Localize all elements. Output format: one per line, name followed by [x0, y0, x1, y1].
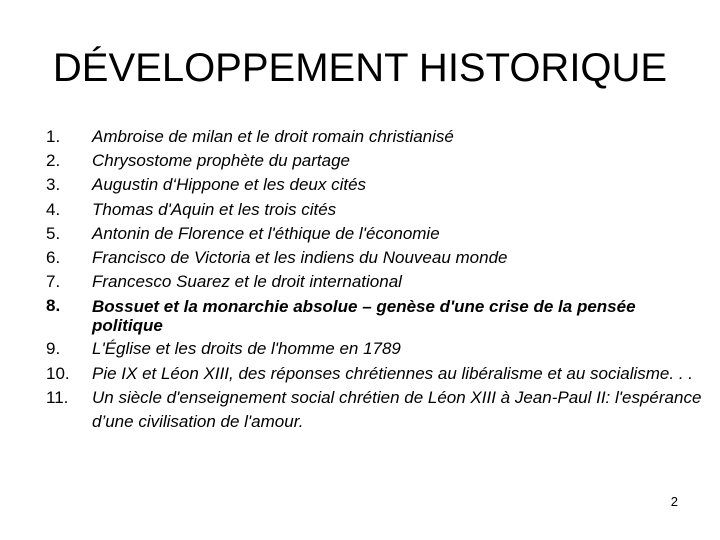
item-number: 4.: [46, 199, 61, 219]
list-item: [46, 173, 706, 197]
item-text: Un siècle d'enseignement social chrétien de Léon XIII à Jean-Paul II: l'espérance d’une civilisation de l'amour.: [92, 387, 702, 432]
item-number: 9.: [46, 339, 61, 359]
list-item: [46, 337, 706, 361]
item-text: Francisco de Victoria et les indiens du Nouveau monde: [92, 248, 508, 268]
item-text: Augustin d‘Hippone et les deux cités: [92, 175, 367, 195]
slide-title: DÉVELOPPEMENT HISTORIQUE: [52, 46, 668, 90]
page-number: 2: [670, 494, 678, 509]
list-item: [46, 386, 706, 434]
list-item: [46, 362, 706, 386]
list-item: [46, 270, 706, 294]
list-item: [46, 198, 706, 222]
item-text: Thomas d'Aquin et les trois cités: [92, 199, 337, 219]
item-text: Pie IX et Léon XIII, des réponses chrétiennes au libéralisme et au socialisme. . .: [92, 363, 693, 383]
list-item: [46, 222, 706, 246]
list-item: [46, 125, 706, 149]
item-text: Francesco Suarez et le droit international: [92, 272, 402, 292]
item-text: Chrysostome prophète du partage: [92, 151, 350, 171]
item-number: 2.: [46, 151, 61, 171]
item-number: 6.: [46, 248, 61, 268]
item-text: Bossuet et la monarchie absolue – genèse d'une crise de la pensée politique: [92, 297, 636, 336]
item-number: 11.: [46, 387, 69, 407]
list-item: [46, 246, 706, 270]
item-text: Ambroise de milan et le droit romain christianisé: [92, 127, 454, 146]
list-item: [46, 149, 706, 173]
item-number: 5.: [46, 223, 61, 243]
topic-list: [46, 125, 706, 434]
item-number: 7.: [46, 272, 61, 292]
item-number: 10.: [46, 363, 70, 383]
item-number: 8.: [46, 296, 61, 316]
item-number: 3.: [46, 175, 61, 195]
item-text: Antonin de Florence et l'éthique de l'économie: [92, 223, 440, 243]
list-item: [46, 294, 706, 337]
item-text: L'Église et les droits de l'homme en 1789: [92, 339, 401, 359]
item-number: 1.: [46, 127, 61, 146]
